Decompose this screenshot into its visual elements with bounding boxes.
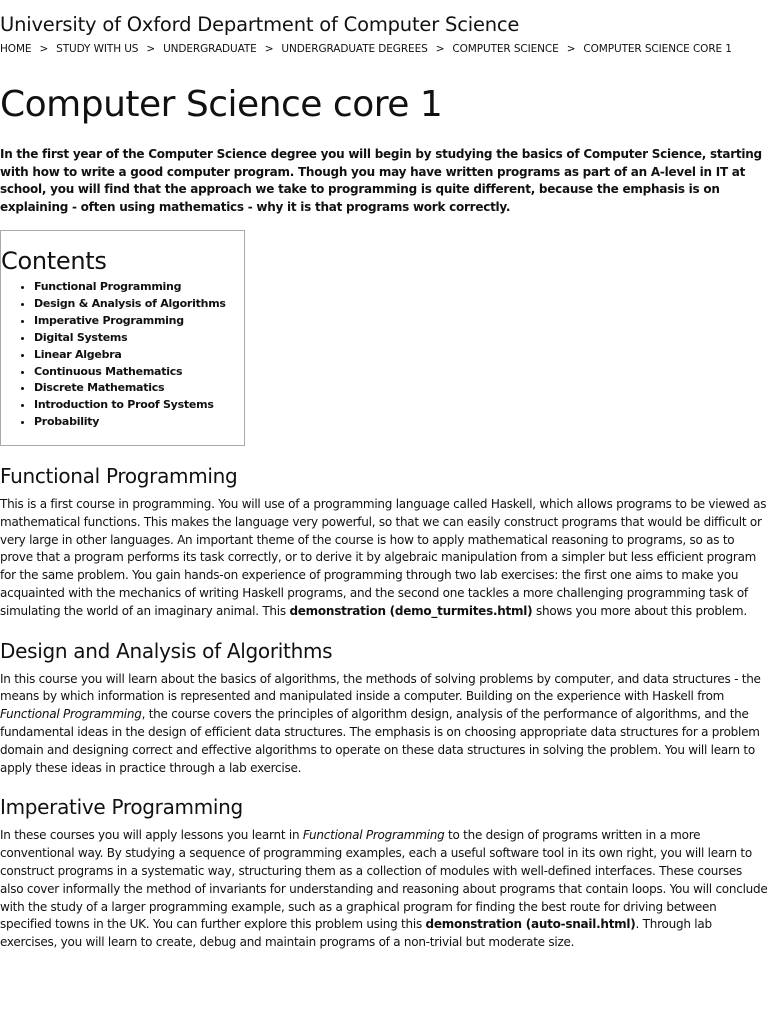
section-heading: Imperative Programming bbox=[0, 795, 243, 820]
section-body bbox=[0, 496, 768, 621]
contents-item bbox=[34, 347, 244, 364]
contents-item bbox=[34, 279, 244, 296]
contents-link-proof-systems[interactable]: Introduction to Proof Systems bbox=[34, 398, 214, 412]
contents-link-linear-algebra[interactable]: Linear Algebra bbox=[34, 347, 122, 361]
body-text: to the design of programs written in a more conventional way. By studying a sequence of programming examples, each a useful software tool in its own right, you will learn to construct programs in a systematic way, structuring them as a collection of modules with well-defined interfaces. These courses also cover informally the method of invariants for understanding and reasoning about programs that contain loops. You will conclude with the study of a larger programming example, such as a graphical program for finding the best route for driving between specified towns in the UK. You can further explore this problem using this bbox=[0, 828, 768, 932]
breadcrumb-separator: > bbox=[566, 43, 576, 55]
breadcrumb-undergraduate[interactable]: UNDERGRADUATE bbox=[163, 43, 257, 55]
body-text: . Through lab exercises, you will learn to create, debug and maintain programs of a non-trivial but moderate size. bbox=[0, 917, 712, 950]
contents-list bbox=[1, 279, 244, 431]
site-header bbox=[0, 12, 768, 57]
breadcrumb-separator: > bbox=[435, 43, 445, 55]
contents-link-probability[interactable]: Probability bbox=[34, 415, 100, 429]
section-heading: Design and Analysis of Algorithms bbox=[0, 638, 333, 663]
contents-link-imperative-programming[interactable]: Imperative Programming bbox=[34, 313, 184, 327]
body-text: In this course you will learn about the basics of algorithms, the methods of solving problems by computer, and data structures - the means by which information is represented and manipulated inside a computer. Building on the experience with Haskell from bbox=[0, 671, 761, 704]
course-reference: Functional Programming bbox=[302, 828, 445, 843]
section-heading: Functional Programming bbox=[0, 464, 238, 488]
site-title[interactable]: University of Oxford Department of Computer Science bbox=[0, 13, 520, 36]
contents-item bbox=[34, 414, 244, 431]
contents-heading: Contents bbox=[1, 247, 107, 275]
breadcrumb-separator: > bbox=[264, 43, 274, 55]
contents-item bbox=[34, 330, 244, 347]
breadcrumb-separator: > bbox=[146, 43, 156, 55]
contents-item bbox=[34, 397, 244, 414]
contents-item bbox=[34, 364, 244, 381]
demo-auto-snail-link[interactable]: demonstration (auto-snail.html) bbox=[425, 917, 636, 932]
body-text: This is a first course in programming. You will use of a programming language called Haskell, which allows programs to be viewed as mathematical functions. This makes the language very powerful, so that we can easily construct programs that would be difficult or very large in other languages. An important theme of the course is how to apply mathematical reasoning to programs, so as to prove that a program performs its task correctly, or to derive it by algebraic manipulation from a simpler but less efficient program for the same problem. You gain hands-on experience of programming through two lab exercises: the first one aims to make you acquainted with the mechanics of writing Haskell programs, and the second one tackles a more challenging programming task of simulating the world of an imaginary animal. This bbox=[0, 497, 767, 618]
section-design-analysis-algorithms bbox=[0, 637, 768, 778]
contents-link-continuous-mathematics[interactable]: Continuous Mathematics bbox=[34, 364, 183, 378]
contents-link-digital-systems[interactable]: Digital Systems bbox=[34, 330, 128, 344]
breadcrumb-undergraduate-degrees[interactable]: UNDERGRADUATE DEGREES bbox=[281, 43, 428, 55]
demo-turmites-link[interactable]: demonstration (demo_turmites.html) bbox=[289, 603, 533, 618]
contents-item bbox=[34, 380, 244, 397]
breadcrumb-computer-science[interactable]: COMPUTER SCIENCE bbox=[452, 43, 559, 55]
contents-item bbox=[34, 296, 244, 313]
breadcrumb bbox=[0, 41, 768, 57]
contents-link-design-analysis-algorithms[interactable]: Design & Analysis of Algorithms bbox=[34, 296, 226, 310]
contents-link-functional-programming[interactable]: Functional Programming bbox=[34, 280, 182, 293]
course-reference: Functional Programming bbox=[0, 707, 142, 722]
section-body bbox=[0, 671, 768, 778]
contents-box bbox=[0, 230, 245, 446]
body-text: , the course covers the principles of algorithm design, analysis of the performance of algorithms, and the fundamental ideas in the design of efficient data structures. The emphasis is on choosing appropriate data structures for a problem domain and designing correct and effective algorithms to operate on these data structures in solving the problem. You will learn to apply these ideas in practice through a lab exercise. bbox=[0, 707, 760, 775]
breadcrumb-current-page: COMPUTER SCIENCE CORE 1 bbox=[583, 43, 732, 55]
intro-paragraph: In the first year of the Computer Science degree you will begin by studying the basics of Computer Science, starting with how to write a good computer program. Though you may have written programs as part of an A-level in IT at school, you will find that the approach we take to programming is quite different, because the emphasis is on explaining - often using mathematics - why it is that programs work correctly. bbox=[0, 147, 762, 214]
section-body bbox=[0, 827, 768, 952]
page-title: Computer Science core 1 bbox=[0, 84, 443, 125]
breadcrumb-separator: > bbox=[39, 43, 49, 55]
contents-item bbox=[34, 313, 244, 330]
section-functional-programming bbox=[0, 462, 768, 621]
breadcrumb-study-with-us[interactable]: STUDY WITH US bbox=[56, 43, 139, 55]
body-text: shows you more about this problem. bbox=[532, 603, 747, 618]
section-imperative-programming bbox=[0, 793, 768, 952]
main-content bbox=[0, 83, 768, 952]
breadcrumb-home[interactable]: HOME bbox=[0, 43, 32, 55]
body-text: In these courses you will apply lessons you learnt in bbox=[0, 828, 303, 843]
contents-link-discrete-mathematics[interactable]: Discrete Mathematics bbox=[34, 381, 165, 395]
